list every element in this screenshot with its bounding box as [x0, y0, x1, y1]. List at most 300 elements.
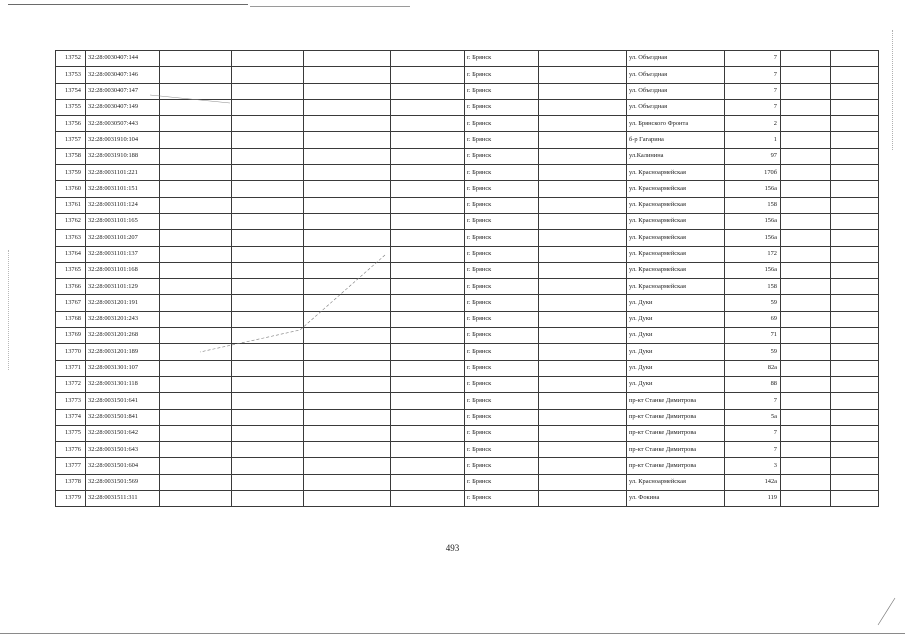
empty-cell	[831, 246, 879, 262]
empty-cell	[781, 230, 831, 246]
cadastral-number-cell: 32:28:0030407:146	[86, 67, 160, 83]
cadastral-number-cell: 32:28:0031501:642	[86, 425, 160, 441]
street-cell: пр-кт Станке Димитрова	[627, 425, 725, 441]
empty-cell	[831, 165, 879, 181]
empty-cell	[304, 132, 391, 148]
city-cell: г. Брянск	[465, 474, 539, 490]
city-cell: г. Брянск	[465, 99, 539, 115]
row-number-cell: 13765	[56, 262, 86, 278]
table-row	[56, 181, 879, 197]
row-number-cell: 13762	[56, 213, 86, 229]
empty-cell	[160, 393, 232, 409]
street-cell: б-р Гагарина	[627, 132, 725, 148]
empty-cell	[232, 328, 304, 344]
empty-cell	[391, 311, 465, 327]
empty-cell	[304, 360, 391, 376]
empty-cell	[304, 474, 391, 490]
empty-cell	[539, 51, 627, 67]
table-row	[56, 279, 879, 295]
empty-cell	[160, 458, 232, 474]
table-body	[56, 51, 879, 507]
empty-cell	[391, 116, 465, 132]
street-cell: пр-кт Станке Димитрова	[627, 393, 725, 409]
empty-cell	[304, 148, 391, 164]
empty-cell	[831, 491, 879, 507]
empty-cell	[160, 442, 232, 458]
empty-cell	[304, 409, 391, 425]
row-number-cell: 13768	[56, 311, 86, 327]
empty-cell	[160, 279, 232, 295]
street-cell: ул. Красноармейская	[627, 230, 725, 246]
street-cell: ул. Красноармейская	[627, 474, 725, 490]
street-cell: ул. Красноармейская	[627, 246, 725, 262]
empty-cell	[304, 262, 391, 278]
empty-cell	[539, 328, 627, 344]
empty-cell	[160, 425, 232, 441]
street-cell: ул. Брянского Фронта	[627, 116, 725, 132]
city-cell: г. Брянск	[465, 279, 539, 295]
street-cell: пр-кт Станке Димитрова	[627, 442, 725, 458]
empty-cell	[160, 474, 232, 490]
empty-cell	[304, 425, 391, 441]
empty-cell	[391, 393, 465, 409]
empty-cell	[781, 246, 831, 262]
empty-cell	[539, 83, 627, 99]
empty-cell	[391, 262, 465, 278]
row-number-cell: 13752	[56, 51, 86, 67]
city-cell: г. Брянск	[465, 328, 539, 344]
city-cell: г. Брянск	[465, 51, 539, 67]
house-number-cell: 71	[725, 328, 781, 344]
empty-cell	[391, 442, 465, 458]
row-number-cell: 13777	[56, 458, 86, 474]
cadastral-number-cell: 32:28:0031101:124	[86, 197, 160, 213]
street-cell: ул. Дуки	[627, 311, 725, 327]
city-cell: г. Брянск	[465, 230, 539, 246]
empty-cell	[539, 213, 627, 229]
street-cell: ул. Дуки	[627, 376, 725, 392]
street-cell: ул. Объездная	[627, 99, 725, 115]
house-number-cell: 88	[725, 376, 781, 392]
house-number-cell: 156а	[725, 262, 781, 278]
empty-cell	[304, 213, 391, 229]
empty-cell	[831, 442, 879, 458]
empty-cell	[391, 425, 465, 441]
empty-cell	[304, 51, 391, 67]
cadastral-number-cell: 32:28:0030507:443	[86, 116, 160, 132]
city-cell: г. Брянск	[465, 148, 539, 164]
cadastral-number-cell: 32:28:0031101:129	[86, 279, 160, 295]
empty-cell	[391, 328, 465, 344]
empty-cell	[391, 51, 465, 67]
city-cell: г. Брянск	[465, 132, 539, 148]
empty-cell	[304, 344, 391, 360]
scan-artifact-line	[8, 4, 248, 5]
empty-cell	[539, 376, 627, 392]
empty-cell	[539, 393, 627, 409]
empty-cell	[232, 442, 304, 458]
table-row	[56, 474, 879, 490]
empty-cell	[781, 262, 831, 278]
empty-cell	[232, 116, 304, 132]
cadastral-number-cell: 32:28:0031501:604	[86, 458, 160, 474]
table-row	[56, 116, 879, 132]
house-number-cell: 5а	[725, 409, 781, 425]
empty-cell	[304, 99, 391, 115]
table-row	[56, 393, 879, 409]
empty-cell	[304, 67, 391, 83]
empty-cell	[304, 197, 391, 213]
empty-cell	[391, 83, 465, 99]
city-cell: г. Брянск	[465, 311, 539, 327]
empty-cell	[539, 246, 627, 262]
row-number-cell: 13759	[56, 165, 86, 181]
street-cell: ул. Дуки	[627, 328, 725, 344]
street-cell: ул. Красноармейская	[627, 262, 725, 278]
table-row	[56, 51, 879, 67]
table-row	[56, 83, 879, 99]
empty-cell	[304, 328, 391, 344]
table-row	[56, 295, 879, 311]
empty-cell	[539, 409, 627, 425]
row-number-cell: 13775	[56, 425, 86, 441]
row-number-cell: 13754	[56, 83, 86, 99]
empty-cell	[831, 425, 879, 441]
city-cell: г. Брянск	[465, 165, 539, 181]
empty-cell	[304, 83, 391, 99]
empty-cell	[539, 262, 627, 278]
empty-cell	[781, 458, 831, 474]
empty-cell	[391, 491, 465, 507]
city-cell: г. Брянск	[465, 425, 539, 441]
empty-cell	[232, 197, 304, 213]
row-number-cell: 13763	[56, 230, 86, 246]
street-cell: ул. Объездная	[627, 83, 725, 99]
row-number-cell: 13755	[56, 99, 86, 115]
table-row	[56, 458, 879, 474]
cadastral-number-cell: 32:28:0031101:165	[86, 213, 160, 229]
empty-cell	[781, 344, 831, 360]
empty-cell	[831, 409, 879, 425]
city-cell: г. Брянск	[465, 295, 539, 311]
city-cell: г. Брянск	[465, 393, 539, 409]
city-cell: г. Брянск	[465, 376, 539, 392]
empty-cell	[831, 376, 879, 392]
empty-cell	[232, 230, 304, 246]
empty-cell	[539, 474, 627, 490]
empty-cell	[831, 83, 879, 99]
empty-cell	[232, 51, 304, 67]
empty-cell	[831, 230, 879, 246]
empty-cell	[539, 344, 627, 360]
table-row	[56, 148, 879, 164]
scan-artifact-line	[250, 6, 410, 7]
empty-cell	[831, 181, 879, 197]
row-number-cell: 13776	[56, 442, 86, 458]
empty-cell	[831, 311, 879, 327]
empty-cell	[539, 279, 627, 295]
empty-cell	[391, 474, 465, 490]
cadastral-number-cell: 32:28:0031501:643	[86, 442, 160, 458]
row-number-cell: 13758	[56, 148, 86, 164]
empty-cell	[160, 295, 232, 311]
street-cell: ул. Объездная	[627, 51, 725, 67]
row-number-cell: 13756	[56, 116, 86, 132]
empty-cell	[539, 132, 627, 148]
row-number-cell: 13779	[56, 491, 86, 507]
empty-cell	[391, 279, 465, 295]
row-number-cell: 13767	[56, 295, 86, 311]
empty-cell	[232, 425, 304, 441]
cadastral-number-cell: 32:28:0031201:243	[86, 311, 160, 327]
empty-cell	[304, 181, 391, 197]
empty-cell	[539, 360, 627, 376]
empty-cell	[781, 393, 831, 409]
cadastral-number-cell: 32:28:0031201:268	[86, 328, 160, 344]
street-cell: пр-кт Станке Димитрова	[627, 409, 725, 425]
page-number: 493	[445, 543, 460, 553]
empty-cell	[232, 360, 304, 376]
empty-cell	[304, 393, 391, 409]
table-row	[56, 230, 879, 246]
empty-cell	[781, 67, 831, 83]
empty-cell	[160, 376, 232, 392]
empty-cell	[160, 132, 232, 148]
empty-cell	[232, 165, 304, 181]
empty-cell	[232, 344, 304, 360]
empty-cell	[391, 409, 465, 425]
empty-cell	[391, 230, 465, 246]
table-row	[56, 67, 879, 83]
scan-artifact-marks	[892, 30, 901, 150]
city-cell: г. Брянск	[465, 344, 539, 360]
empty-cell	[781, 197, 831, 213]
house-number-cell: 59	[725, 295, 781, 311]
empty-cell	[232, 99, 304, 115]
house-number-cell: 158	[725, 279, 781, 295]
empty-cell	[232, 246, 304, 262]
empty-cell	[781, 442, 831, 458]
house-number-cell: 7	[725, 425, 781, 441]
empty-cell	[304, 491, 391, 507]
table-row	[56, 376, 879, 392]
house-number-cell: 172	[725, 246, 781, 262]
row-number-cell: 13760	[56, 181, 86, 197]
empty-cell	[391, 148, 465, 164]
cadastral-number-cell: 32:28:0030407:147	[86, 83, 160, 99]
empty-cell	[160, 230, 232, 246]
street-cell: ул. Дуки	[627, 360, 725, 376]
empty-cell	[232, 474, 304, 490]
empty-cell	[539, 165, 627, 181]
empty-cell	[391, 344, 465, 360]
empty-cell	[539, 99, 627, 115]
cadastral-number-cell: 32:28:0031501:841	[86, 409, 160, 425]
house-number-cell: 3	[725, 458, 781, 474]
empty-cell	[232, 83, 304, 99]
empty-cell	[391, 213, 465, 229]
table-row	[56, 197, 879, 213]
empty-cell	[391, 360, 465, 376]
empty-cell	[391, 246, 465, 262]
empty-cell	[781, 132, 831, 148]
city-cell: г. Брянск	[465, 83, 539, 99]
table-row	[56, 132, 879, 148]
empty-cell	[831, 132, 879, 148]
street-cell: ул. Объездная	[627, 67, 725, 83]
cadastral-number-cell: 32:28:0031201:189	[86, 344, 160, 360]
empty-cell	[232, 376, 304, 392]
cadastral-number-cell: 32:28:0031101:221	[86, 165, 160, 181]
empty-cell	[232, 311, 304, 327]
table-row	[56, 442, 879, 458]
empty-cell	[304, 376, 391, 392]
empty-cell	[160, 409, 232, 425]
house-number-cell: 7	[725, 67, 781, 83]
empty-cell	[781, 491, 831, 507]
house-number-cell: 7	[725, 83, 781, 99]
empty-cell	[232, 409, 304, 425]
house-number-cell: 2	[725, 116, 781, 132]
empty-cell	[781, 148, 831, 164]
empty-cell	[781, 51, 831, 67]
empty-cell	[232, 279, 304, 295]
empty-cell	[160, 213, 232, 229]
cadastral-number-cell: 32:28:0031101:151	[86, 181, 160, 197]
empty-cell	[539, 197, 627, 213]
empty-cell	[781, 328, 831, 344]
table-row	[56, 99, 879, 115]
empty-cell	[304, 279, 391, 295]
empty-cell	[781, 409, 831, 425]
empty-cell	[539, 295, 627, 311]
street-cell: ул. Дуки	[627, 344, 725, 360]
street-cell: ул. Фокина	[627, 491, 725, 507]
empty-cell	[539, 148, 627, 164]
empty-cell	[160, 197, 232, 213]
empty-cell	[781, 474, 831, 490]
scan-artifact-line	[0, 633, 905, 634]
city-cell: г. Брянск	[465, 197, 539, 213]
empty-cell	[781, 311, 831, 327]
pen-stroke	[878, 598, 895, 625]
empty-cell	[232, 213, 304, 229]
city-cell: г. Брянск	[465, 67, 539, 83]
empty-cell	[391, 67, 465, 83]
cadastral-number-cell: 32:28:0030407:144	[86, 51, 160, 67]
city-cell: г. Брянск	[465, 360, 539, 376]
street-cell: ул. Красноармейская	[627, 181, 725, 197]
house-number-cell: 158	[725, 197, 781, 213]
house-number-cell: 156а	[725, 230, 781, 246]
table-row	[56, 409, 879, 425]
cadastral-number-cell: 32:28:0031101:207	[86, 230, 160, 246]
street-cell: ул. Красноармейская	[627, 197, 725, 213]
empty-cell	[831, 99, 879, 115]
empty-cell	[160, 148, 232, 164]
property-register-table	[55, 50, 879, 507]
empty-cell	[539, 116, 627, 132]
empty-cell	[304, 458, 391, 474]
city-cell: г. Брянск	[465, 442, 539, 458]
table-row	[56, 344, 879, 360]
empty-cell	[232, 458, 304, 474]
street-cell: пр-кт Станке Димитрова	[627, 458, 725, 474]
city-cell: г. Брянск	[465, 246, 539, 262]
table-row	[56, 491, 879, 507]
row-number-cell: 13761	[56, 197, 86, 213]
empty-cell	[831, 279, 879, 295]
empty-cell	[160, 311, 232, 327]
empty-cell	[232, 148, 304, 164]
empty-cell	[160, 165, 232, 181]
house-number-cell: 69	[725, 311, 781, 327]
street-cell: ул.Калинина	[627, 148, 725, 164]
empty-cell	[831, 458, 879, 474]
city-cell: г. Брянск	[465, 458, 539, 474]
empty-cell	[160, 116, 232, 132]
empty-cell	[160, 51, 232, 67]
cadastral-number-cell: 32:28:0031101:137	[86, 246, 160, 262]
street-cell: ул. Красноармейская	[627, 213, 725, 229]
cadastral-number-cell: 32:28:0031201:191	[86, 295, 160, 311]
city-cell: г. Брянск	[465, 116, 539, 132]
empty-cell	[160, 181, 232, 197]
house-number-cell: 1	[725, 132, 781, 148]
scan-artifact-marks	[2, 250, 9, 370]
empty-cell	[160, 262, 232, 278]
empty-cell	[232, 295, 304, 311]
cadastral-number-cell: 32:28:0031301:118	[86, 376, 160, 392]
house-number-cell: 7	[725, 393, 781, 409]
empty-cell	[304, 246, 391, 262]
house-number-cell: 7	[725, 51, 781, 67]
empty-cell	[232, 181, 304, 197]
empty-cell	[160, 328, 232, 344]
empty-cell	[391, 376, 465, 392]
empty-cell	[232, 262, 304, 278]
cadastral-number-cell: 32:28:0031910:188	[86, 148, 160, 164]
street-cell: ул. Красноармейская	[627, 165, 725, 181]
empty-cell	[781, 181, 831, 197]
empty-cell	[539, 181, 627, 197]
empty-cell	[160, 360, 232, 376]
empty-cell	[391, 99, 465, 115]
empty-cell	[831, 344, 879, 360]
empty-cell	[160, 491, 232, 507]
table-row	[56, 328, 879, 344]
empty-cell	[160, 67, 232, 83]
table-row	[56, 425, 879, 441]
table-row	[56, 360, 879, 376]
cadastral-number-cell: 32:28:0031511:311	[86, 491, 160, 507]
empty-cell	[304, 311, 391, 327]
empty-cell	[160, 83, 232, 99]
house-number-cell: 82а	[725, 360, 781, 376]
row-number-cell: 13774	[56, 409, 86, 425]
empty-cell	[781, 279, 831, 295]
empty-cell	[781, 165, 831, 181]
table-row	[56, 213, 879, 229]
empty-cell	[160, 246, 232, 262]
empty-cell	[831, 67, 879, 83]
cadastral-number-cell: 32:28:0031101:168	[86, 262, 160, 278]
house-number-cell: 119	[725, 491, 781, 507]
empty-cell	[831, 262, 879, 278]
table-row	[56, 246, 879, 262]
city-cell: г. Брянск	[465, 409, 539, 425]
row-number-cell: 13766	[56, 279, 86, 295]
